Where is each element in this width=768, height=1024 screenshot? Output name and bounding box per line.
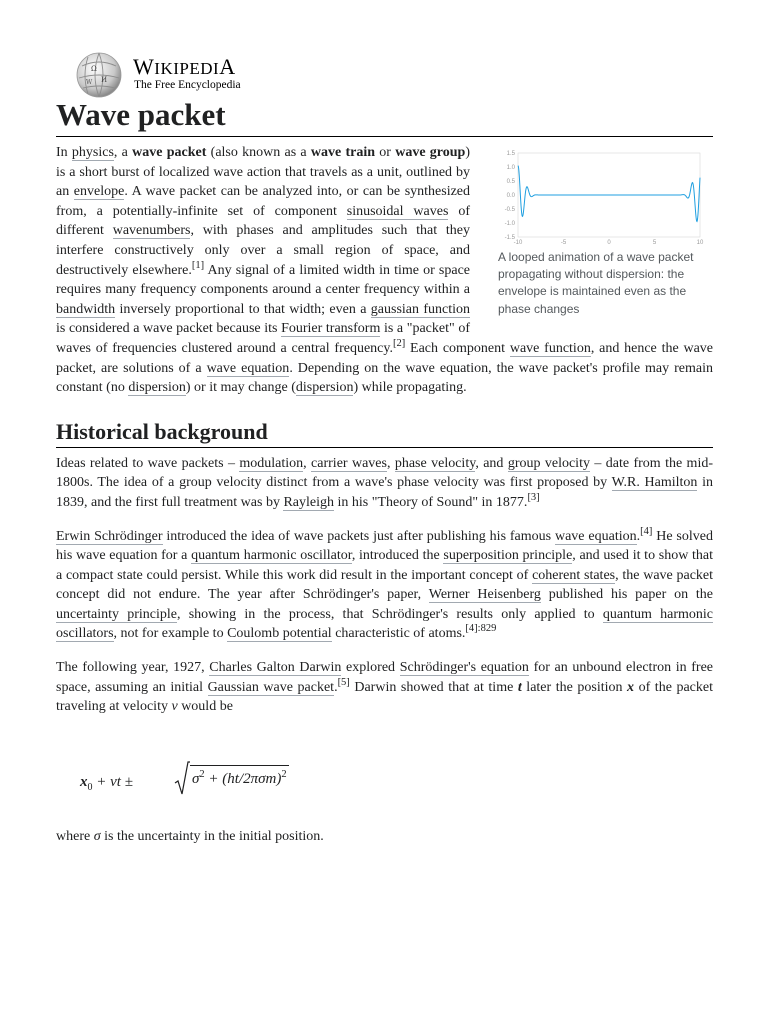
link-erwin-schrodinger[interactable]: Erwin Schrödinger	[56, 528, 163, 544]
section-historical-background	[56, 418, 713, 847]
ref-5[interactable]: [5]	[337, 676, 350, 688]
link-dispersion-2[interactable]: dispersion	[295, 380, 354, 396]
square-root-sign	[174, 761, 190, 797]
intro-paragraph: In physics, a wave packet (also known as a wave train or wave group) is a short burst of localized wave action that travels as a unit, outlined by an envelope. A wave packet can be analyzed into, or can be synthesized from, a potentially-infinite set of component sinusoidal waves of different wavenumbers, with phases and amplitudes such that they interfere constructively only over a small region of space, and destructively elsewhere.[1] Any signal of a limited width in time or space requires many frequency components around a center frequency within a bandwidth inversely proportional to that width; even a gaussian function is considered a wave packet because its Fourier transform is a "packet" of waves of frequencies clustered around a central frequency.[2] Each component wave function, and hence the wave packet, are solutions of a wave equation. Depending on the wave equation, the wave packet's profile may remain constant (no dispersion) or it may change (dispersion) while propagating.	[56, 145, 714, 396]
ref-3[interactable]: [3]	[527, 491, 540, 503]
history-paragraph-2: Erwin Schrödinger introduced the idea of wave packets just after publishing his famous wave equation.[4] He solved his wave equation for a quantum harmonic oscillator, introduced the superposition principle, and used it to show that a compact state could persist. While this work did result in the important concept of coherent states, the wave packet concept did not endure. The year after Schrödinger's paper, Werner Heisenberg published his paper on the uncertainty principle, showing in the process, that Schrödinger's results only applied to quantum harmonic oscillators, not for example to Coulomb potential characteristic of atoms.$^{[4]:829}$	[56, 525, 714, 642]
y-tick-label: 0.0	[506, 193, 515, 199]
wave-packet-plot[interactable]	[498, 147, 713, 247]
x-tick-label: 10	[696, 240, 704, 246]
x-tick-label: 5	[652, 240, 657, 246]
wikipedia-wordmark	[133, 54, 236, 80]
link-gaussian-function[interactable]: gaussian function	[370, 301, 471, 317]
darwin-formula: $x_0$ + vt ± $\sigma^2 + (ht/2\pi\sigma m)^2$	[80, 761, 713, 801]
link-uncertainty-principle[interactable]: uncertainty principle	[56, 606, 177, 622]
x-tick-label: -10	[513, 240, 523, 246]
link-charles-galton-darwin[interactable]: Charles Galton Darwin	[209, 660, 342, 676]
history-paragraph-1: Ideas related to wave packets – modulation, carrier waves, phase velocity, and group velocity – date from the mid-1800s. The idea of a group velocity distinct from a wave's phase velocity was first proposed by W.R. Hamilton in 1839, and the first full treatment was by Rayleigh in his "Theory of Sound" in 1877.[3]	[56, 455, 713, 510]
link-envelope[interactable]: envelope	[73, 184, 125, 200]
y-tick-label: -0.5	[504, 207, 515, 213]
link-wave-function[interactable]: wave function	[509, 340, 591, 356]
x-tick-label: 0	[607, 240, 611, 246]
var-sigma: σ	[93, 828, 101, 844]
ref-4-829[interactable]: [4]:829	[465, 623, 497, 635]
figure-caption: A looped animation of a wave packet propagating without dispersion: the envelope is maintained even as the phase changes	[498, 250, 694, 316]
link-physics[interactable]: physics	[71, 145, 114, 160]
var-t: t	[517, 679, 522, 695]
link-superposition-principle[interactable]: superposition principle	[443, 548, 573, 564]
y-tick-label: 1.5	[506, 151, 515, 157]
var-x: x	[627, 679, 635, 695]
svg-text:Ω: Ω	[91, 65, 97, 73]
svg-text:И: И	[101, 76, 108, 84]
var-v: v	[171, 699, 178, 715]
link-sinusoidal-waves[interactable]: sinusoidal waves	[346, 203, 449, 219]
ref-2[interactable]: [2]	[393, 337, 406, 349]
link-phase-velocity[interactable]: phase velocity	[394, 455, 476, 471]
wave-packet-line	[518, 166, 700, 222]
link-wave-equation-2[interactable]: wave equation	[554, 528, 637, 544]
link-dispersion-1[interactable]: dispersion	[128, 380, 186, 396]
y-tick-label: 1.0	[506, 165, 515, 171]
page-title: Wave packet	[56, 96, 713, 137]
link-quantum-harmonic-oscillators[interactable]: quantum harmonic oscillators	[56, 606, 714, 642]
history-paragraph-4: where σ is the uncertainty in the initial position.	[56, 828, 324, 844]
ref-1[interactable]: [1]	[191, 259, 205, 271]
y-tick-label: 0.5	[506, 179, 515, 185]
link-schrodinger-equation[interactable]: Schrödinger's equation	[399, 660, 529, 676]
wikipedia-header[interactable]	[74, 50, 374, 96]
section-heading: Historical background	[56, 418, 713, 448]
link-gaussian-wave-packet[interactable]: Gaussian wave packet	[207, 679, 335, 695]
link-quantum-harmonic-oscillator[interactable]: quantum harmonic oscillator	[191, 548, 352, 564]
globe-puzzle-icon	[74, 52, 124, 98]
link-modulation[interactable]: modulation	[239, 455, 304, 471]
link-bandwidth[interactable]: bandwidth	[56, 301, 116, 317]
link-group-velocity[interactable]: group velocity	[507, 455, 590, 471]
link-hamilton[interactable]: W.R. Hamilton	[611, 475, 698, 491]
link-wavenumbers[interactable]: wavenumbers	[112, 223, 191, 239]
ref-4[interactable]: [4]	[640, 525, 653, 537]
history-paragraph-3: The following year, 1927, Charles Galton Darwin explored Schrödinger's equation for an unbound electron in free space, assuming an initial Gaussian wave packet.[5] Darwin showed that at time t later the position x of the packet traveling at velocity v would be	[56, 660, 714, 715]
link-carrier-waves[interactable]: carrier waves	[311, 455, 387, 471]
wikipedia-tagline: The Free Encyclopedia	[134, 79, 241, 91]
wordmark-text: WIKIPEDIA	[133, 54, 236, 79]
x-tick-label: -5	[560, 240, 567, 246]
link-coulomb-potential[interactable]: Coulomb potential	[227, 626, 332, 642]
link-coherent-states[interactable]: coherent states	[532, 567, 616, 583]
y-tick-label: -1.5	[504, 235, 515, 241]
link-fourier-transform[interactable]: Fourier transform	[281, 321, 381, 337]
link-rayleigh[interactable]: Rayleigh	[283, 494, 334, 510]
figure-thumbnail[interactable]	[498, 147, 713, 318]
article-body	[56, 143, 713, 846]
link-wave-equation[interactable]: wave equation	[206, 360, 290, 376]
svg-text:W: W	[86, 79, 93, 86]
y-tick-label: -1.0	[504, 221, 515, 227]
link-werner-heisenberg[interactable]: Werner Heisenberg	[428, 587, 541, 603]
